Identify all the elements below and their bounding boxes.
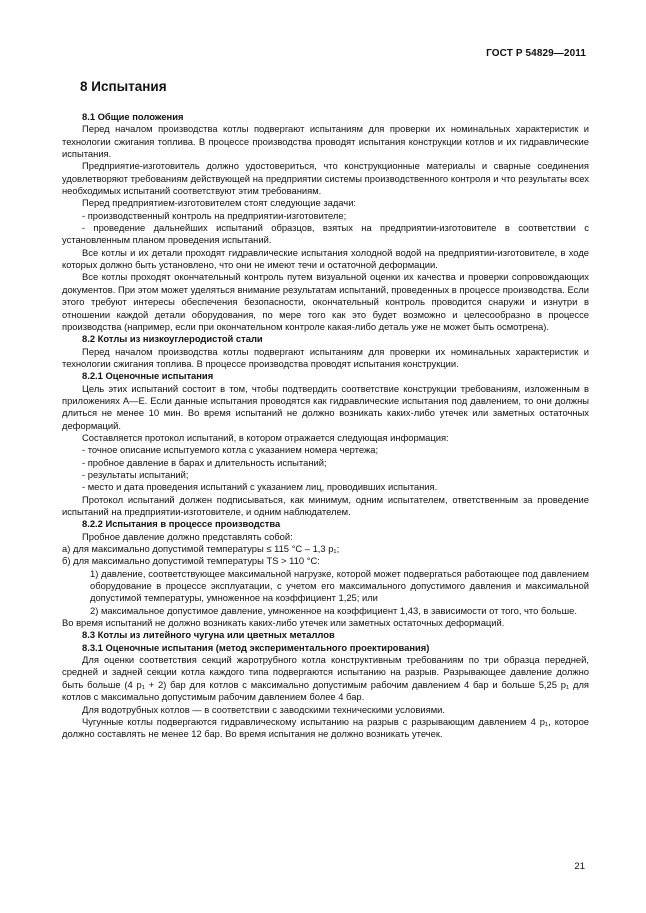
paragraph: Предприятие-изготовитель должно удостовериться, что конструкционные материалы и сварные соединения удовлетворяют требованиям действующей на предприятии системы производственного контроля и что результаты всех необходимых испытаний соответствуют этим требованиям.	[62, 160, 589, 197]
subsection-heading: 8.3 Котлы из литейного чугуна или цветных металлов	[82, 629, 335, 641]
paragraph: - результаты испытаний;	[82, 468, 189, 480]
paragraph: Все котлы проходят окончательный контроль путем визуальной оценки их качества и проверки сопровождающих документов. При этом может уделяться внимание результатам испытаний, проведенных в процессе производства. Если этого требуют интересы обеспечения безопасности, окончательный контроль проводится снаружи и изнутри в отношении каждой детали оборудования, по мере того как это будет возможно и целесообразно в процессе производства (например, если при окончательном контроле какая-либо деталь уже не может быть осмотрена).	[62, 271, 589, 332]
paragraph: Перед предприятием-изготовителем стоят следующие задачи:	[82, 197, 357, 209]
subsection-heading: 8.2.1 Оценочные испытания	[82, 370, 214, 382]
subsection-heading: 8.1 Общие положения	[82, 111, 184, 122]
paragraph: Все котлы и их детали проходят гидравлические испытания холодной водой на предприятии-изготовителе, в ходе которых должно быть установлено, что они не имеют течи и остаточной деформации.	[62, 246, 589, 271]
paragraph: - пробное давление в барах и длительность испытаний;	[82, 456, 327, 468]
paragraph: - место и дата проведения испытаний с указанием лиц, проводивших испытания.	[82, 481, 438, 493]
document-number: ГОСТ Р 54829—2011	[486, 48, 586, 59]
paragraph: Цель этих испытаний состоит в том, чтобы подтвердить соответствие конструкции требованиям, изложенным в приложениях А—Е. Если данные испытания проводятся как гидравлические испытания под давлением, то они должны длиться не менее 10 мин. Во время испытаний не должно возникать каких-либо утечек или заметных остаточных деформаций.	[62, 382, 589, 431]
paragraph: 2) максимальное допустимое давление, умноженное на коэффициент 1,43, в зависимости от того, что больше.	[90, 604, 577, 616]
paragraph: б) для максимально допустимой температуры TS > 110 °С:	[62, 555, 320, 567]
paragraph: 1) давление, соответствующее максимальной нагрузке, которой может подвергаться работающее под давлением оборудование в процессе эксплуатации, с учетом его максимального допустимого давления и максимальной допустимой температуры, умноженное на коэффициент 1,25; или	[90, 567, 589, 604]
paragraph: Протокол испытаний должен подписываться, как минимум, одним испытателем, ответственным за проведение испытаний на предприятии-изготовителе, и одним наблюдателем.	[62, 493, 589, 517]
paragraph: Составляется протокол испытаний, в котором отражается следующая информация:	[82, 431, 449, 443]
subsection-heading: 8.2 Котлы из низкоуглеродистой стали	[82, 333, 263, 345]
paragraph: Перед началом производства котлы подвергают испытаниям для проверки их номинальных характеристик и технологии сжигания топлива. В процессе производства проводят испытания конструкции.	[62, 345, 589, 369]
document-body	[62, 111, 589, 741]
paragraph: - точное описание испытуемого котла с указанием номера чертежа;	[82, 444, 379, 456]
paragraph: Чугунные котлы подвергаются гидравлическому испытанию на разрыв с разрывающим давлением 4 p₁, которое должно составлять не менее 12 бар. Во время испытания не должно возникать утечек.	[62, 715, 589, 740]
paragraph: а) для максимально допустимой температуры ≤ 115 °С – 1,3 p₁;	[62, 543, 340, 555]
paragraph: Во время испытаний не должно возникать каких-либо утечек или заметных остаточных деформаций.	[62, 617, 505, 629]
paragraph: Для водотрубных котлов — в соответствии с заводскими техническими условиями.	[82, 703, 446, 715]
paragraph: Пробное давление должно представлять собой:	[82, 530, 293, 542]
paragraph: - производственный контроль на предприятии-изготовителе;	[82, 209, 347, 221]
section-title: 8 Испытания	[80, 79, 167, 94]
page-number: 21	[574, 861, 585, 872]
paragraph: Перед началом производства котлы подвергают испытаниям для проверки их номинальных характеристик и технологии сжигания топлива. В процессе производства проводят испытания конструкции котлов и их гидравлические испытания.	[62, 123, 589, 160]
paragraph: - проведение дальнейших испытаний образцов, взятых на предприятии-изготовителе в соответствии с установленным планом проведения испытаний.	[62, 222, 589, 246]
subsection-heading: 8.2.2 Испытания в процессе производства	[82, 518, 281, 530]
paragraph: Для оценки соответствия секций жаротрубного котла конструктивным требованиям по три образца передней, средней и задней секции котла каждого типа подвергаются испытанию на разрыв. Разрывающее давление должно быть больше (4 p₁ + 2) бар для котлов с максимально допустимым рабочим давлением 4 бар и больше 5,25 p₁ для котлов с максимально допустимым рабочим давлением более 4 бар.	[62, 654, 589, 703]
subsection-heading: 8.3.1 Оценочные испытания (метод экспериментального проектирования)	[82, 641, 430, 653]
